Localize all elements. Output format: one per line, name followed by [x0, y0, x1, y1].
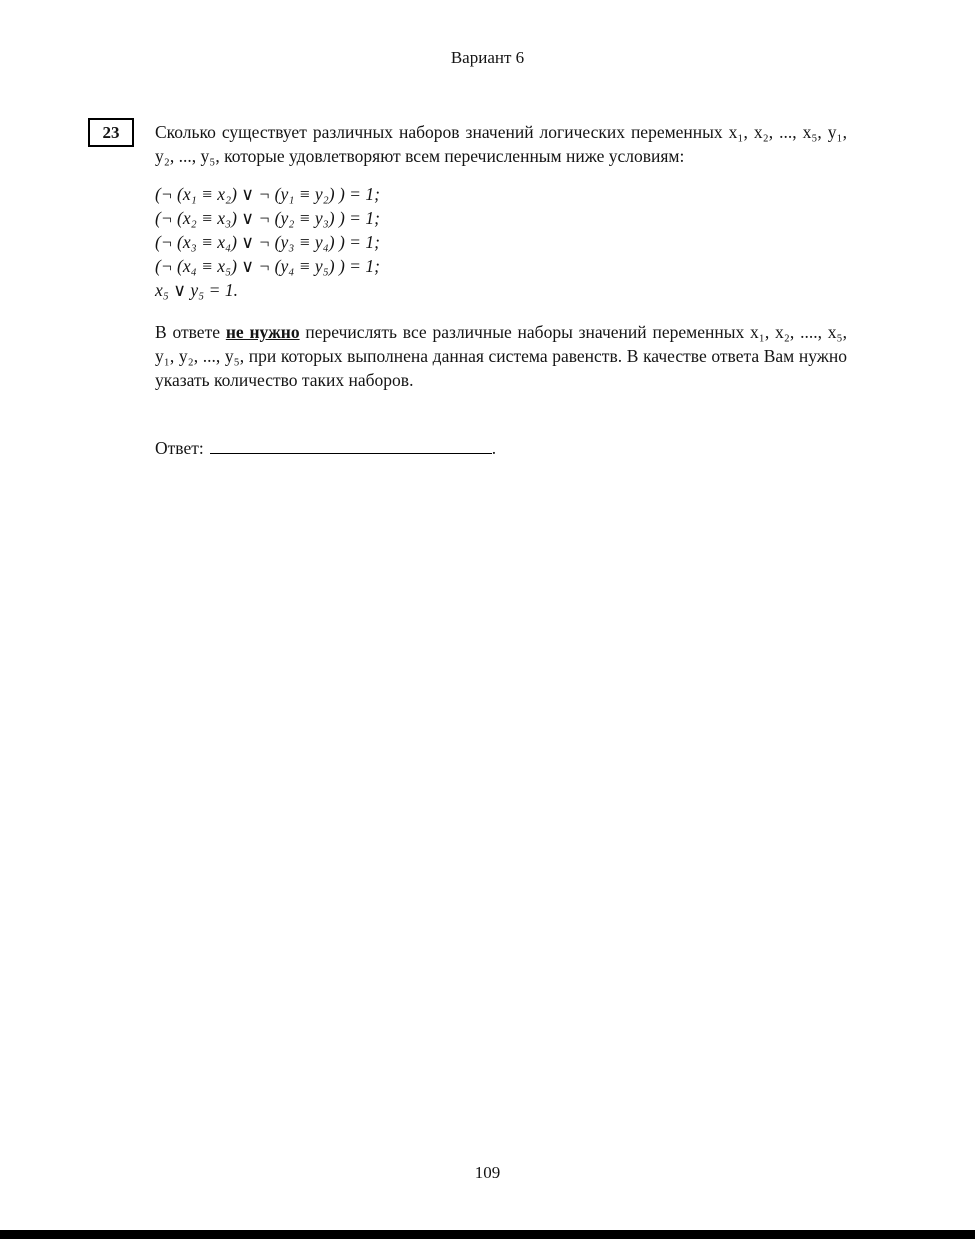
condition-equation: x₅ ∨ y₅ = 1. [155, 280, 238, 300]
task-intro-text: Сколько существует различных наборов значений логических переменных x₁, x₂, ..., x₅, y₁, y₂, ..., y₅, которые удовлетворяют всем перечисленным ниже условиям: [155, 122, 847, 166]
answer-label: Ответ: [155, 438, 204, 458]
task-number-box [88, 118, 134, 147]
condition-equation: (¬ (x₄ ≡ x₅) ∨ ¬ (y₄ ≡ y₅) ) = 1; [155, 256, 380, 276]
note-emphasis: не нужно [225, 322, 300, 342]
answer-blank-line [210, 437, 492, 454]
answer-period: . [491, 438, 497, 458]
condition-equation: (¬ (x₂ ≡ x₃) ∨ ¬ (y₂ ≡ y₃) ) = 1; [155, 208, 380, 228]
note-text-after: перечислять все различные наборы значений переменных x₁, x₂, ...., x₅, y₁, y₂, ..., y₅, при которых выполнена данная система равенств. В качестве ответа Вам нужно указать количество таких наборов. [155, 322, 847, 390]
task-number: 23 [102, 122, 120, 142]
answer-row [155, 436, 847, 460]
condition-equation: (¬ (x₁ ≡ x₂) ∨ ¬ (y₁ ≡ y₂) ) = 1; [155, 184, 380, 204]
conditions-list [155, 182, 847, 302]
note-text-before: В ответе [155, 322, 226, 342]
page-number: 109 [474, 1163, 501, 1182]
condition-equation: (¬ (x₃ ≡ x₄) ∨ ¬ (y₃ ≡ y₄) ) = 1; [155, 232, 380, 252]
variant-header: Вариант 6 [450, 48, 525, 67]
task-note [155, 320, 847, 392]
scan-edge-bar [0, 1230, 975, 1239]
task-content [155, 120, 847, 460]
